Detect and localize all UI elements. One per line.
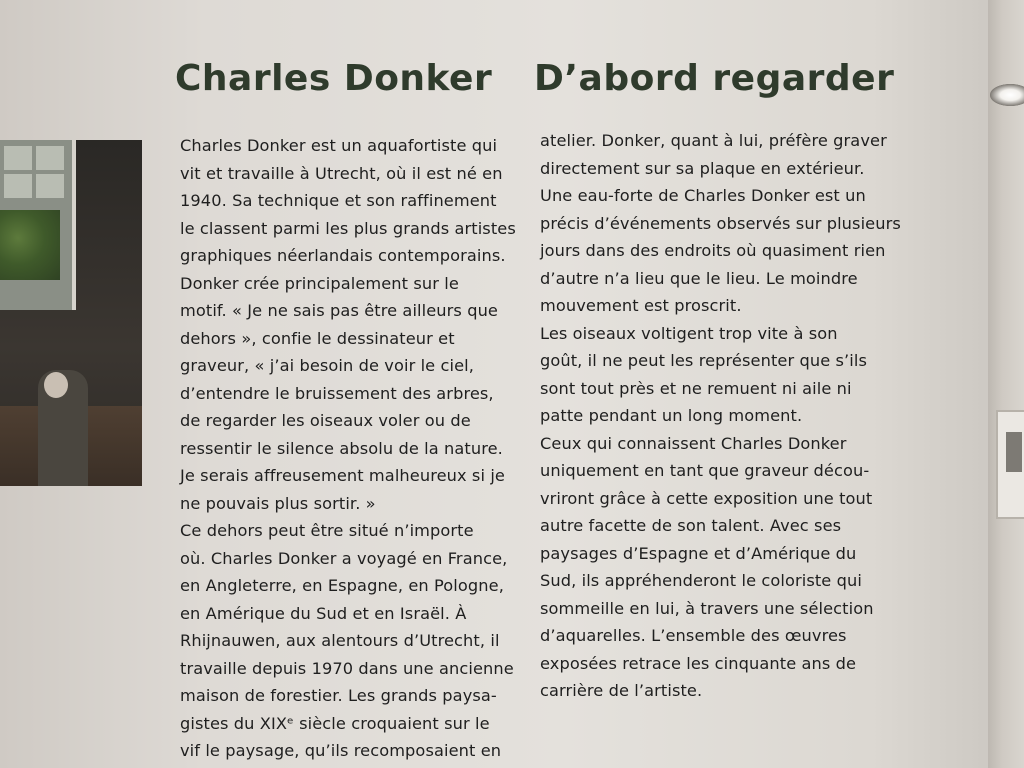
text-line: Donker crée principalement sur le <box>180 273 459 293</box>
text-line: vif le paysage, qu’ils recomposaient en <box>180 741 502 760</box>
text-line: de regarder les oiseaux voler ou de <box>180 411 471 430</box>
text-line: Sud, ils appréhenderont le coloriste qui <box>540 571 862 590</box>
text-line: en Angleterre, en Espagne, en Pologne, <box>180 576 504 595</box>
text-line: Je serais affreusement malheureux si je <box>180 466 505 485</box>
text-line: 1940. Sa technique et son raffinement <box>180 191 497 210</box>
ceiling-spotlight <box>990 84 1024 106</box>
photo-person-head <box>44 372 68 398</box>
text-line: directement sur sa plaque en extérieur. <box>540 158 865 178</box>
heading-dabord-regarder: D’abord regarder <box>534 58 895 99</box>
photo-plants <box>0 210 60 280</box>
text-line: graphiques néerlandais contemporains. <box>180 246 506 265</box>
text-line: Rhijnauwen, aux alentours d’Utrecht, il <box>180 631 500 650</box>
text-line: sont tout près et ne remuent ni aile ni <box>540 378 852 398</box>
text-line: Ce dehors peut être situé n’importe <box>180 521 474 540</box>
text-line: ne pouvais plus sortir. » <box>180 493 376 513</box>
text-line: autre facette de son talent. Avec ses <box>540 516 842 535</box>
text-line: précis d’événements observés sur plusieurs <box>540 213 901 233</box>
text-line: d’entendre le bruissement des arbres, <box>180 383 494 403</box>
text-line: maison de forestier. Les grands paysa- <box>180 686 497 705</box>
framed-artwork <box>996 410 1024 519</box>
text-line: d’aquarelles. L’ensemble des œuvres <box>540 626 847 645</box>
text-line: carrière de l’artiste. <box>540 681 703 700</box>
text-line: dehors », confie le dessinateur et <box>180 328 455 348</box>
text-line: atelier. Donker, quant à lui, préfère graver <box>540 131 887 150</box>
adjacent-wall <box>988 0 1024 768</box>
text-line: en Amérique du Sud et en Israël. À <box>180 603 467 623</box>
text-line: Une eau-forte de Charles Donker est un <box>540 186 866 205</box>
text-line: Charles Donker est un aquafortiste qui <box>180 136 498 155</box>
artist-photo <box>0 140 142 486</box>
text-line: vriront grâce à cette exposition une tout <box>540 488 873 508</box>
text-line: Les oiseaux voltigent trop vite à son <box>540 323 838 343</box>
text-line: le classent parmi les plus grands artistes <box>180 218 516 238</box>
text-line: vit et travaille à Utrecht, où il est né en <box>180 163 503 183</box>
text-line: graveur, « j’ai besoin de voir le ciel, <box>180 356 474 375</box>
text-line: sommeille en lui, à travers une sélection <box>540 598 874 618</box>
text-line: uniquement en tant que graveur décou- <box>540 461 870 480</box>
text-line: mouvement est proscrit. <box>540 296 742 315</box>
text-line: jours dans des endroits où quasiment rien <box>540 241 886 260</box>
text-line: exposées retrace les cinquante ans de <box>540 653 857 673</box>
text-line: Ceux qui connaissent Charles Donker <box>540 433 847 453</box>
text-line: paysages d’Espagne et d’Amérique du <box>540 543 857 563</box>
text-line: d’autre n’a lieu que le lieu. Le moindre <box>540 268 858 288</box>
heading-charles-donker: Charles Donker <box>175 58 493 99</box>
left-text-column <box>180 132 525 765</box>
text-line: travaille depuis 1970 dans une ancienne <box>180 658 514 678</box>
text-line: où. Charles Donker a voyagé en France, <box>180 548 508 568</box>
text-line: patte pendant un long moment. <box>540 406 803 425</box>
right-text-column <box>540 127 900 705</box>
text-line: ressentir le silence absolu de la nature. <box>180 438 503 458</box>
text-line: goût, il ne peut les représenter que s’ils <box>540 351 868 370</box>
text-line: motif. « Je ne sais pas être ailleurs que <box>180 301 498 320</box>
text-line: gistes du XIXᵉ siècle croquaient sur le <box>180 713 490 733</box>
